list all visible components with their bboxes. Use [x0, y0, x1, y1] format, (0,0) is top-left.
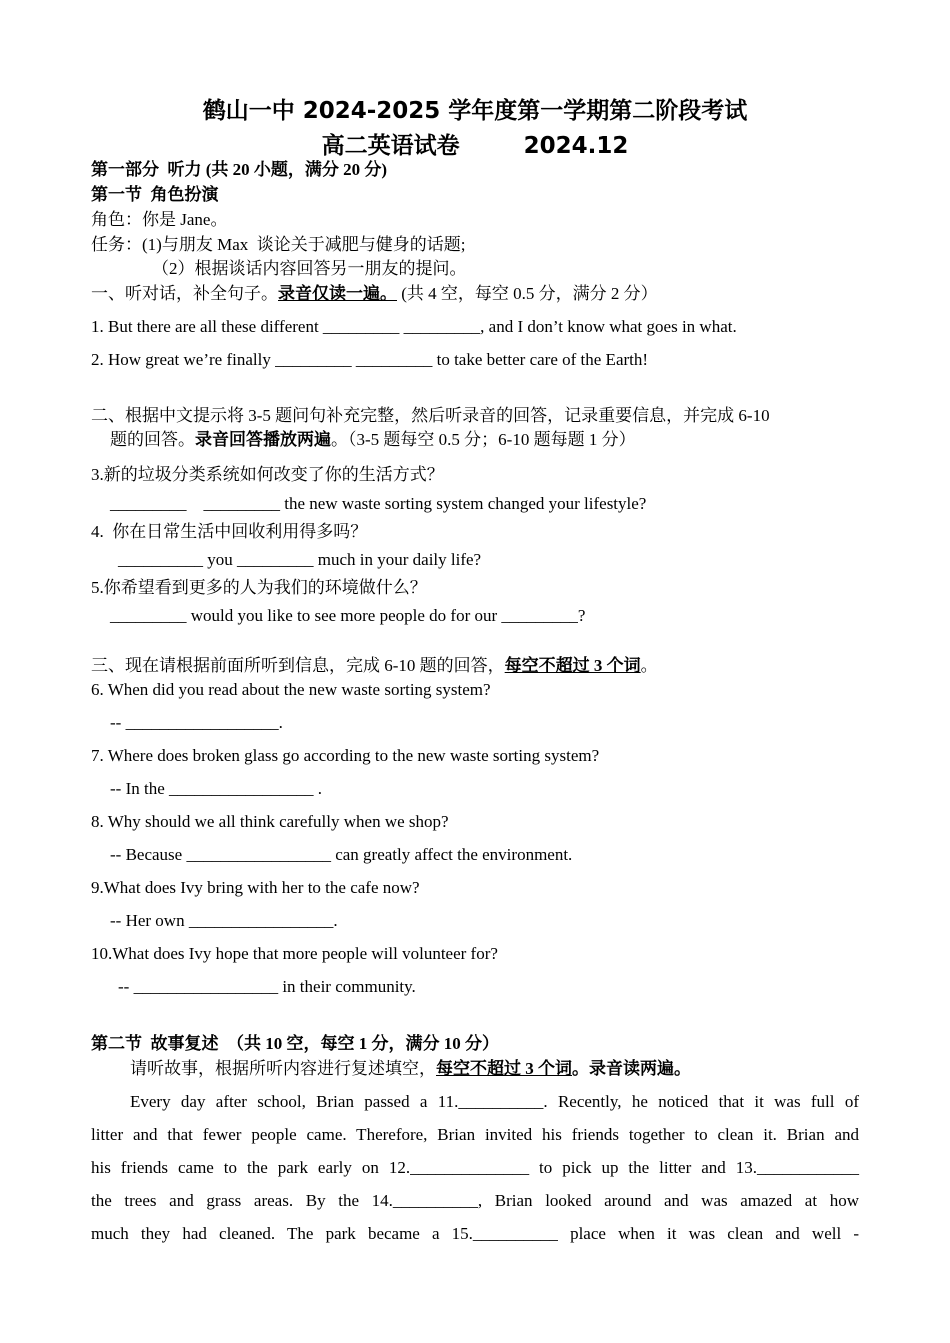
question-7: 7. Where does broken glass go according to the new waste sorting system?: [91, 746, 600, 765]
exam-title: 鹤山一中 2024-2025 学年度第一学期第二阶段考试: [202, 98, 748, 124]
instruction-3-end: 。: [640, 656, 658, 675]
instruction-1: [91, 284, 658, 304]
instruction-3-emphasis: 每空不超过 3 个词: [504, 656, 641, 675]
question-4-chinese: 4. 你在日常生活中回收利用得多吗？: [91, 522, 368, 541]
instruction-2-emphasis: 录音回答播放两遍: [195, 430, 331, 449]
instruction-3: [91, 656, 658, 676]
question-2: 2. How great we’re finally _________ _________ to take better care of the Earth!: [91, 350, 649, 369]
question-4-english: __________ you _________ much in your daily life?: [118, 550, 482, 569]
task-line-2: （2）根据谈话内容回答另一朋友的提问。: [152, 259, 467, 278]
instruction-1-score: (共 4 空，每空 0.5 分，满分 2 分）: [397, 284, 658, 303]
story-line: his friends came to the park early on 12.______________ to pick up the litter and 13.____________: [91, 1158, 859, 1177]
instruction-2-line-2: [110, 430, 636, 450]
answer-8: -- Because _________________ can greatly affect the environment.: [110, 845, 573, 864]
instruction-1-emphasis: 录音仅读一遍。: [278, 284, 397, 303]
section2-instruction-end: 。录音读两遍。: [572, 1059, 691, 1078]
section2-instruction-emphasis: 每空不超过 3 个词: [436, 1059, 572, 1078]
role-line: 角色：你是 Jane。: [91, 210, 228, 229]
section2-heading: 第二节 故事复述 （共 10 空，每空 1 分，满分 10 分）: [91, 1034, 499, 1053]
instruction-2-text: 题的回答。: [110, 430, 195, 449]
instruction-2-line-1: 二、根据中文提示将 3-5 题问句补充完整，然后听录音的回答，记录重要信息，并完成 6-10: [91, 406, 770, 425]
task-line-1: 任务：(1)与朋友 Max 谈论关于减肥与健身的话题;: [91, 235, 466, 254]
question-5-english: _________ would you like to see more people do for our _________?: [110, 606, 586, 625]
section1-heading: 第一节 角色扮演: [91, 185, 219, 204]
answer-7: -- In the _________________ .: [110, 779, 323, 798]
story-line: the trees and grass areas. By the 14.__________, Brian looked around and was amazed at how: [91, 1191, 859, 1210]
story-line: much they had cleaned. The park became a 15.__________ place when it was clean and well -: [91, 1224, 859, 1243]
section2-instruction: [130, 1059, 691, 1079]
question-9: 9.What does Ivy bring with her to the cafe now?: [91, 878, 420, 897]
instruction-2-score: 。（3-5 题每空 0.5 分；6-10 题每题 1 分）: [331, 430, 636, 449]
story-line: Every day after school, Brian passed a 11.__________. Recently, he noticed that it was full of: [130, 1092, 859, 1111]
instruction-3-text: 三、现在请根据前面所听到信息，完成 6-10 题的回答，: [91, 656, 505, 675]
instruction-1-text: 一、听对话，补全句子。: [91, 284, 278, 303]
question-3-english: _________ _________ the new waste sorting system changed your lifestyle?: [110, 494, 647, 513]
exam-subtitle: 高二英语试卷 2024.12: [321, 133, 629, 159]
question-10: 10.What does Ivy hope that more people will volunteer for?: [91, 944, 498, 963]
question-1: 1. But there are all these different _________ _________, and I don’t know what goes in what.: [91, 317, 737, 336]
answer-9: -- Her own _________________.: [110, 911, 338, 930]
question-6: 6. When did you read about the new waste sorting system?: [91, 680, 491, 699]
answer-6: -- __________________.: [110, 713, 283, 732]
answer-10: -- _________________ in their community.: [118, 977, 416, 996]
section2-instruction-text: 请听故事，根据所听内容进行复述填空，: [130, 1059, 436, 1078]
part1-heading: 第一部分 听力 (共 20 小题，满分 20 分): [91, 160, 388, 179]
question-8: 8. Why should we all think carefully when we shop?: [91, 812, 449, 831]
story-line: litter and that fewer people came. Therefore, Brian invited his friends together to clean it. Brian and: [91, 1125, 859, 1144]
question-5-chinese: 5.你希望看到更多的人为我们的环境做什么？: [91, 578, 427, 597]
question-3-chinese: 3.新的垃圾分类系统如何改变了你的生活方式？: [91, 465, 444, 484]
